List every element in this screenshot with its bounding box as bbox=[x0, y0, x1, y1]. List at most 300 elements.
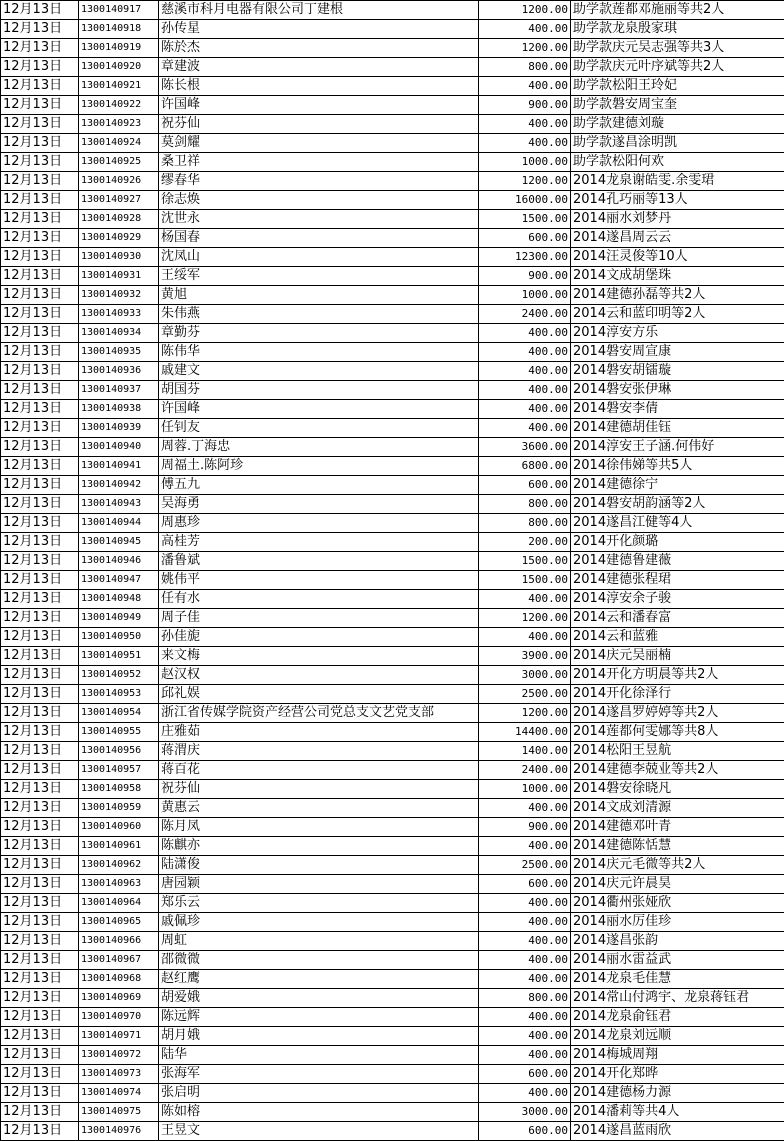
amount-cell: 400.00 bbox=[479, 115, 571, 134]
amount-cell: 1500.00 bbox=[479, 571, 571, 590]
date-cell: 12月13日 bbox=[1, 381, 79, 400]
table-row bbox=[1, 1008, 784, 1027]
receipt-number-cell: 1300140934 bbox=[79, 324, 159, 343]
receipt-number-cell: 1300140933 bbox=[79, 305, 159, 324]
donor-name-cell: 杨国春 bbox=[159, 229, 479, 248]
receipt-number-cell: 1300140973 bbox=[79, 1065, 159, 1084]
receipt-number-cell: 1300140967 bbox=[79, 951, 159, 970]
donor-name-cell: 戚佩珍 bbox=[159, 913, 479, 932]
receipt-number-cell: 1300140936 bbox=[79, 362, 159, 381]
memo-cell: 2014建德李兢业等共2人 bbox=[571, 761, 784, 780]
ledger-body bbox=[1, 1, 784, 1141]
donor-name-cell: 黄惠云 bbox=[159, 799, 479, 818]
date-cell: 12月13日 bbox=[1, 799, 79, 818]
date-cell: 12月13日 bbox=[1, 1065, 79, 1084]
donor-name-cell: 祝芬仙 bbox=[159, 115, 479, 134]
amount-cell: 900.00 bbox=[479, 818, 571, 837]
memo-cell: 2014庆元吴丽楠 bbox=[571, 647, 784, 666]
table-row bbox=[1, 666, 784, 685]
amount-cell: 3000.00 bbox=[479, 1103, 571, 1122]
memo-cell: 2014开化郑晔 bbox=[571, 1065, 784, 1084]
date-cell: 12月13日 bbox=[1, 495, 79, 514]
amount-cell: 400.00 bbox=[479, 970, 571, 989]
amount-cell: 1000.00 bbox=[479, 153, 571, 172]
donor-name-cell: 庄雅茹 bbox=[159, 723, 479, 742]
amount-cell: 1200.00 bbox=[479, 39, 571, 58]
date-cell: 12月13日 bbox=[1, 1046, 79, 1065]
donor-name-cell: 陈月凤 bbox=[159, 818, 479, 837]
donor-name-cell: 章建波 bbox=[159, 58, 479, 77]
amount-cell: 400.00 bbox=[479, 628, 571, 647]
date-cell: 12月13日 bbox=[1, 20, 79, 39]
amount-cell: 800.00 bbox=[479, 495, 571, 514]
table-row bbox=[1, 704, 784, 723]
memo-cell: 助学款庆元吴志强等共3人 bbox=[571, 39, 784, 58]
date-cell: 12月13日 bbox=[1, 1103, 79, 1122]
receipt-number-cell: 1300140961 bbox=[79, 837, 159, 856]
table-row bbox=[1, 571, 784, 590]
memo-cell: 2014建德陈恬慧 bbox=[571, 837, 784, 856]
date-cell: 12月13日 bbox=[1, 191, 79, 210]
receipt-number-cell: 1300140974 bbox=[79, 1084, 159, 1103]
amount-cell: 1200.00 bbox=[479, 172, 571, 191]
amount-cell: 600.00 bbox=[479, 1065, 571, 1084]
memo-cell: 2014庆元许晨昊 bbox=[571, 875, 784, 894]
memo-cell: 2014丽水厉佳珍 bbox=[571, 913, 784, 932]
table-row bbox=[1, 495, 784, 514]
donor-name-cell: 吴海勇 bbox=[159, 495, 479, 514]
amount-cell: 400.00 bbox=[479, 951, 571, 970]
table-row bbox=[1, 476, 784, 495]
date-cell: 12月13日 bbox=[1, 970, 79, 989]
memo-cell: 2014建德鲁建薇 bbox=[571, 552, 784, 571]
amount-cell: 400.00 bbox=[479, 134, 571, 153]
table-row bbox=[1, 989, 784, 1008]
amount-cell: 3900.00 bbox=[479, 647, 571, 666]
amount-cell: 6800.00 bbox=[479, 457, 571, 476]
memo-cell: 助学款松阳何欢 bbox=[571, 153, 784, 172]
receipt-number-cell: 1300140970 bbox=[79, 1008, 159, 1027]
memo-cell: 2014梅城周翔 bbox=[571, 1046, 784, 1065]
memo-cell: 2014龙泉谢皓雯.余雯珺 bbox=[571, 172, 784, 191]
receipt-number-cell: 1300140921 bbox=[79, 77, 159, 96]
amount-cell: 900.00 bbox=[479, 96, 571, 115]
receipt-number-cell: 1300140928 bbox=[79, 210, 159, 229]
donor-name-cell: 胡月娥 bbox=[159, 1027, 479, 1046]
table-row bbox=[1, 875, 784, 894]
date-cell: 12月13日 bbox=[1, 932, 79, 951]
date-cell: 12月13日 bbox=[1, 39, 79, 58]
date-cell: 12月13日 bbox=[1, 438, 79, 457]
donor-name-cell: 沈世永 bbox=[159, 210, 479, 229]
date-cell: 12月13日 bbox=[1, 837, 79, 856]
donor-name-cell: 许国峰 bbox=[159, 96, 479, 115]
donor-name-cell: 高桂芳 bbox=[159, 533, 479, 552]
memo-cell: 2014莲都何雯娜等共8人 bbox=[571, 723, 784, 742]
amount-cell: 800.00 bbox=[479, 514, 571, 533]
table-row bbox=[1, 818, 784, 837]
memo-cell: 助学款龙泉殷家琪 bbox=[571, 20, 784, 39]
memo-cell: 2014建德孙磊等共2人 bbox=[571, 286, 784, 305]
date-cell: 12月13日 bbox=[1, 590, 79, 609]
amount-cell: 1200.00 bbox=[479, 609, 571, 628]
receipt-number-cell: 1300140929 bbox=[79, 229, 159, 248]
donor-name-cell: 周蓉.丁海忠 bbox=[159, 438, 479, 457]
receipt-number-cell: 1300140944 bbox=[79, 514, 159, 533]
donor-name-cell: 莫剑耀 bbox=[159, 134, 479, 153]
table-row bbox=[1, 1103, 784, 1122]
amount-cell: 400.00 bbox=[479, 400, 571, 419]
amount-cell: 1200.00 bbox=[479, 1, 571, 20]
receipt-number-cell: 1300140935 bbox=[79, 343, 159, 362]
receipt-number-cell: 1300140918 bbox=[79, 20, 159, 39]
memo-cell: 2014龙泉俞钰君 bbox=[571, 1008, 784, 1027]
date-cell: 12月13日 bbox=[1, 153, 79, 172]
donor-name-cell: 许国峰 bbox=[159, 400, 479, 419]
amount-cell: 2400.00 bbox=[479, 305, 571, 324]
amount-cell: 400.00 bbox=[479, 1027, 571, 1046]
table-row bbox=[1, 96, 784, 115]
receipt-number-cell: 1300140923 bbox=[79, 115, 159, 134]
table-row bbox=[1, 761, 784, 780]
date-cell: 12月13日 bbox=[1, 267, 79, 286]
date-cell: 12月13日 bbox=[1, 115, 79, 134]
table-row bbox=[1, 932, 784, 951]
receipt-number-cell: 1300140969 bbox=[79, 989, 159, 1008]
donor-name-cell: 戚建文 bbox=[159, 362, 479, 381]
receipt-number-cell: 1300140945 bbox=[79, 533, 159, 552]
receipt-number-cell: 1300140959 bbox=[79, 799, 159, 818]
table-row bbox=[1, 1084, 784, 1103]
date-cell: 12月13日 bbox=[1, 457, 79, 476]
table-row bbox=[1, 970, 784, 989]
receipt-number-cell: 1300140922 bbox=[79, 96, 159, 115]
donor-name-cell: 沈凤山 bbox=[159, 248, 479, 267]
amount-cell: 400.00 bbox=[479, 362, 571, 381]
memo-cell: 助学款庆元叶序斌等共2人 bbox=[571, 58, 784, 77]
table-row bbox=[1, 1, 784, 20]
receipt-number-cell: 1300140958 bbox=[79, 780, 159, 799]
donor-name-cell: 祝芬仙 bbox=[159, 780, 479, 799]
date-cell: 12月13日 bbox=[1, 704, 79, 723]
amount-cell: 900.00 bbox=[479, 267, 571, 286]
donor-name-cell: 来文梅 bbox=[159, 647, 479, 666]
date-cell: 12月13日 bbox=[1, 210, 79, 229]
memo-cell: 2014丽水雷益武 bbox=[571, 951, 784, 970]
donor-name-cell: 浙江省传媒学院资产经营公司党总支文艺党支部 bbox=[159, 704, 479, 723]
donor-name-cell: 蒋百花 bbox=[159, 761, 479, 780]
receipt-number-cell: 1300140926 bbox=[79, 172, 159, 191]
memo-cell: 2014开化徐泽行 bbox=[571, 685, 784, 704]
donor-name-cell: 王昱文 bbox=[159, 1122, 479, 1141]
amount-cell: 800.00 bbox=[479, 989, 571, 1008]
memo-cell: 2014云和蓝印明等2人 bbox=[571, 305, 784, 324]
table-row bbox=[1, 514, 784, 533]
amount-cell: 2500.00 bbox=[479, 856, 571, 875]
amount-cell: 16000.00 bbox=[479, 191, 571, 210]
date-cell: 12月13日 bbox=[1, 419, 79, 438]
date-cell: 12月13日 bbox=[1, 647, 79, 666]
date-cell: 12月13日 bbox=[1, 1122, 79, 1141]
memo-cell: 2014丽水刘梦丹 bbox=[571, 210, 784, 229]
table-row bbox=[1, 248, 784, 267]
donor-name-cell: 陈如榕 bbox=[159, 1103, 479, 1122]
table-row bbox=[1, 1027, 784, 1046]
table-row bbox=[1, 20, 784, 39]
table-row bbox=[1, 115, 784, 134]
donor-name-cell: 蒋渭庆 bbox=[159, 742, 479, 761]
donor-name-cell: 陆华 bbox=[159, 1046, 479, 1065]
receipt-number-cell: 1300140917 bbox=[79, 1, 159, 20]
table-row bbox=[1, 894, 784, 913]
date-cell: 12月13日 bbox=[1, 324, 79, 343]
donor-name-cell: 张海军 bbox=[159, 1065, 479, 1084]
memo-cell: 助学款建德刘璇 bbox=[571, 115, 784, 134]
table-row bbox=[1, 742, 784, 761]
donor-name-cell: 任有水 bbox=[159, 590, 479, 609]
date-cell: 12月13日 bbox=[1, 951, 79, 970]
amount-cell: 1200.00 bbox=[479, 704, 571, 723]
date-cell: 12月13日 bbox=[1, 400, 79, 419]
memo-cell: 2014松阳王昱航 bbox=[571, 742, 784, 761]
receipt-number-cell: 1300140952 bbox=[79, 666, 159, 685]
receipt-number-cell: 1300140954 bbox=[79, 704, 159, 723]
table-row bbox=[1, 381, 784, 400]
date-cell: 12月13日 bbox=[1, 1, 79, 20]
donor-name-cell: 陈麒亦 bbox=[159, 837, 479, 856]
memo-cell: 2014遂昌罗婷婷等共2人 bbox=[571, 704, 784, 723]
donor-name-cell: 赵汉权 bbox=[159, 666, 479, 685]
table-row bbox=[1, 153, 784, 172]
amount-cell: 3000.00 bbox=[479, 666, 571, 685]
memo-cell: 2014磐安胡镭璇 bbox=[571, 362, 784, 381]
amount-cell: 400.00 bbox=[479, 381, 571, 400]
date-cell: 12月13日 bbox=[1, 533, 79, 552]
date-cell: 12月13日 bbox=[1, 666, 79, 685]
memo-cell: 2014云和蓝雅 bbox=[571, 628, 784, 647]
memo-cell: 2014开化颜璐 bbox=[571, 533, 784, 552]
table-row bbox=[1, 324, 784, 343]
receipt-number-cell: 1300140966 bbox=[79, 932, 159, 951]
date-cell: 12月13日 bbox=[1, 77, 79, 96]
amount-cell: 1000.00 bbox=[479, 286, 571, 305]
date-cell: 12月13日 bbox=[1, 609, 79, 628]
donor-name-cell: 张启明 bbox=[159, 1084, 479, 1103]
memo-cell: 2014衢州张娅欣 bbox=[571, 894, 784, 913]
memo-cell: 助学款松阳王玲妃 bbox=[571, 77, 784, 96]
table-row bbox=[1, 628, 784, 647]
memo-cell: 2014建德徐宁 bbox=[571, 476, 784, 495]
table-row bbox=[1, 780, 784, 799]
table-row bbox=[1, 229, 784, 248]
receipt-number-cell: 1300140942 bbox=[79, 476, 159, 495]
table-row bbox=[1, 438, 784, 457]
amount-cell: 200.00 bbox=[479, 533, 571, 552]
date-cell: 12月13日 bbox=[1, 134, 79, 153]
donor-name-cell: 徐志焕 bbox=[159, 191, 479, 210]
table-row bbox=[1, 951, 784, 970]
receipt-number-cell: 1300140920 bbox=[79, 58, 159, 77]
memo-cell: 2014遂昌蓝雨欣 bbox=[571, 1122, 784, 1141]
memo-cell: 2014徐伟娣等共5人 bbox=[571, 457, 784, 476]
date-cell: 12月13日 bbox=[1, 552, 79, 571]
receipt-number-cell: 1300140946 bbox=[79, 552, 159, 571]
amount-cell: 400.00 bbox=[479, 1084, 571, 1103]
date-cell: 12月13日 bbox=[1, 362, 79, 381]
amount-cell: 2500.00 bbox=[479, 685, 571, 704]
donor-name-cell: 周子佳 bbox=[159, 609, 479, 628]
amount-cell: 400.00 bbox=[479, 324, 571, 343]
donor-name-cell: 桑卫祥 bbox=[159, 153, 479, 172]
table-row bbox=[1, 837, 784, 856]
amount-cell: 12300.00 bbox=[479, 248, 571, 267]
amount-cell: 400.00 bbox=[479, 77, 571, 96]
table-row bbox=[1, 1065, 784, 1084]
table-row bbox=[1, 723, 784, 742]
receipt-number-cell: 1300140937 bbox=[79, 381, 159, 400]
memo-cell: 2014淳安方乐 bbox=[571, 324, 784, 343]
amount-cell: 14400.00 bbox=[479, 723, 571, 742]
receipt-number-cell: 1300140932 bbox=[79, 286, 159, 305]
date-cell: 12月13日 bbox=[1, 856, 79, 875]
donor-name-cell: 任钊友 bbox=[159, 419, 479, 438]
amount-cell: 400.00 bbox=[479, 20, 571, 39]
receipt-number-cell: 1300140940 bbox=[79, 438, 159, 457]
date-cell: 12月13日 bbox=[1, 571, 79, 590]
amount-cell: 400.00 bbox=[479, 419, 571, 438]
memo-cell: 助学款莲都邓施丽等共2人 bbox=[571, 1, 784, 20]
amount-cell: 400.00 bbox=[479, 799, 571, 818]
receipt-number-cell: 1300140919 bbox=[79, 39, 159, 58]
table-row bbox=[1, 400, 784, 419]
memo-cell: 2014遂昌张韵 bbox=[571, 932, 784, 951]
memo-cell: 2014磐安周宣康 bbox=[571, 343, 784, 362]
receipt-number-cell: 1300140939 bbox=[79, 419, 159, 438]
donor-name-cell: 傅五九 bbox=[159, 476, 479, 495]
amount-cell: 3600.00 bbox=[479, 438, 571, 457]
donor-name-cell: 孙传星 bbox=[159, 20, 479, 39]
receipt-number-cell: 1300140925 bbox=[79, 153, 159, 172]
donor-name-cell: 邵微微 bbox=[159, 951, 479, 970]
donor-name-cell: 朱伟燕 bbox=[159, 305, 479, 324]
receipt-number-cell: 1300140927 bbox=[79, 191, 159, 210]
table-row bbox=[1, 799, 784, 818]
receipt-number-cell: 1300140949 bbox=[79, 609, 159, 628]
date-cell: 12月13日 bbox=[1, 1084, 79, 1103]
receipt-number-cell: 1300140930 bbox=[79, 248, 159, 267]
table-row bbox=[1, 1122, 784, 1141]
donor-name-cell: 唐园颖 bbox=[159, 875, 479, 894]
donor-name-cell: 周虹 bbox=[159, 932, 479, 951]
table-row bbox=[1, 419, 784, 438]
memo-cell: 2014建德张程珺 bbox=[571, 571, 784, 590]
memo-cell: 2014汪灵俊等10人 bbox=[571, 248, 784, 267]
donor-name-cell: 缪春华 bbox=[159, 172, 479, 191]
memo-cell: 2014云和潘春富 bbox=[571, 609, 784, 628]
amount-cell: 400.00 bbox=[479, 932, 571, 951]
receipt-number-cell: 1300140960 bbox=[79, 818, 159, 837]
amount-cell: 400.00 bbox=[479, 894, 571, 913]
amount-cell: 2400.00 bbox=[479, 761, 571, 780]
date-cell: 12月13日 bbox=[1, 685, 79, 704]
donor-name-cell: 邱礼娱 bbox=[159, 685, 479, 704]
receipt-number-cell: 1300140972 bbox=[79, 1046, 159, 1065]
date-cell: 12月13日 bbox=[1, 1027, 79, 1046]
amount-cell: 600.00 bbox=[479, 1122, 571, 1141]
date-cell: 12月13日 bbox=[1, 875, 79, 894]
donor-name-cell: 慈溪市科月电器有限公司丁建根 bbox=[159, 1, 479, 20]
date-cell: 12月13日 bbox=[1, 476, 79, 495]
date-cell: 12月13日 bbox=[1, 818, 79, 837]
receipt-number-cell: 1300140956 bbox=[79, 742, 159, 761]
date-cell: 12月13日 bbox=[1, 514, 79, 533]
amount-cell: 400.00 bbox=[479, 1008, 571, 1027]
receipt-number-cell: 1300140971 bbox=[79, 1027, 159, 1046]
receipt-number-cell: 1300140975 bbox=[79, 1103, 159, 1122]
amount-cell: 400.00 bbox=[479, 913, 571, 932]
memo-cell: 2014庆元毛微等共2人 bbox=[571, 856, 784, 875]
table-row bbox=[1, 533, 784, 552]
donor-name-cell: 陈伟华 bbox=[159, 343, 479, 362]
receipt-number-cell: 1300140951 bbox=[79, 647, 159, 666]
date-cell: 12月13日 bbox=[1, 248, 79, 267]
table-row bbox=[1, 134, 784, 153]
memo-cell: 2014龙泉毛佳慧 bbox=[571, 970, 784, 989]
receipt-number-cell: 1300140924 bbox=[79, 134, 159, 153]
donor-name-cell: 王绥军 bbox=[159, 267, 479, 286]
memo-cell: 2014常山付鸿宇、龙泉蒋钰君 bbox=[571, 989, 784, 1008]
date-cell: 12月13日 bbox=[1, 343, 79, 362]
date-cell: 12月13日 bbox=[1, 229, 79, 248]
amount-cell: 400.00 bbox=[479, 343, 571, 362]
memo-cell: 2014遂昌江健等4人 bbox=[571, 514, 784, 533]
memo-cell: 2014开化方明晨等共2人 bbox=[571, 666, 784, 685]
memo-cell: 2014磐安胡韵涵等2人 bbox=[571, 495, 784, 514]
receipt-number-cell: 1300140950 bbox=[79, 628, 159, 647]
date-cell: 12月13日 bbox=[1, 172, 79, 191]
donor-name-cell: 胡爱娥 bbox=[159, 989, 479, 1008]
memo-cell: 2014潘莉等共4人 bbox=[571, 1103, 784, 1122]
amount-cell: 600.00 bbox=[479, 875, 571, 894]
table-row bbox=[1, 77, 784, 96]
date-cell: 12月13日 bbox=[1, 761, 79, 780]
receipt-number-cell: 1300140931 bbox=[79, 267, 159, 286]
table-row bbox=[1, 267, 784, 286]
date-cell: 12月13日 bbox=[1, 989, 79, 1008]
table-row bbox=[1, 58, 784, 77]
table-row bbox=[1, 590, 784, 609]
donor-name-cell: 周福土.陈阿珍 bbox=[159, 457, 479, 476]
table-row bbox=[1, 913, 784, 932]
date-cell: 12月13日 bbox=[1, 894, 79, 913]
donor-name-cell: 黄旭 bbox=[159, 286, 479, 305]
memo-cell: 2014建德杨力源 bbox=[571, 1084, 784, 1103]
date-cell: 12月13日 bbox=[1, 58, 79, 77]
amount-cell: 600.00 bbox=[479, 476, 571, 495]
table-row bbox=[1, 210, 784, 229]
memo-cell: 2014文成胡堡珠 bbox=[571, 267, 784, 286]
donor-name-cell: 郑乐云 bbox=[159, 894, 479, 913]
amount-cell: 1000.00 bbox=[479, 780, 571, 799]
donor-name-cell: 孙佳旎 bbox=[159, 628, 479, 647]
amount-cell: 400.00 bbox=[479, 1046, 571, 1065]
receipt-number-cell: 1300140976 bbox=[79, 1122, 159, 1141]
table-row bbox=[1, 39, 784, 58]
receipt-number-cell: 1300140955 bbox=[79, 723, 159, 742]
donor-name-cell: 陈长根 bbox=[159, 77, 479, 96]
amount-cell: 1500.00 bbox=[479, 210, 571, 229]
donor-name-cell: 陈远辉 bbox=[159, 1008, 479, 1027]
